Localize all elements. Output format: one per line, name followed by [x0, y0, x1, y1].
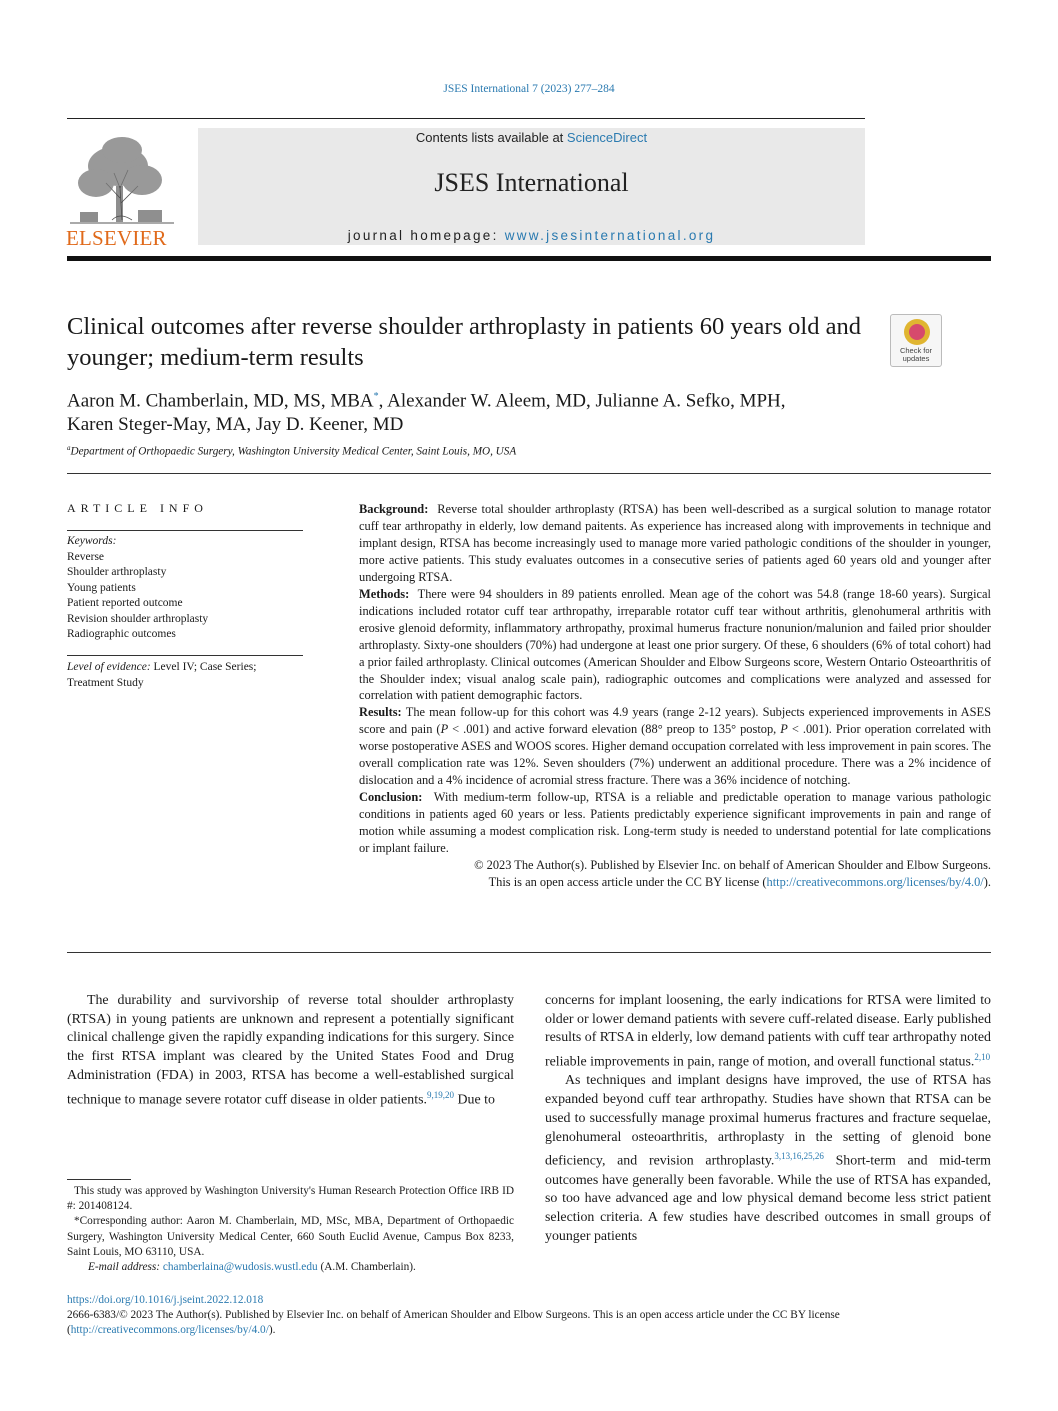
abstract-background	[359, 501, 991, 586]
background-text: Reverse total shoulder arthroplasty (RTSA) has been well-described as a surgical solution to manage rotator cuff tear arthropathy in elderly, low demand paitents. As experience has increased along with improvements in technique and implant design, RTSA has become increasingly used to manage more varied pathologic conditions of the shoulder in younger, more active patients. This study evaluates outcomes in a consecutive series of patients aged 60 years old and younger after undergoing RTSA.	[359, 502, 991, 584]
level-label: Level of evidence:	[67, 661, 151, 673]
author-line1-a: Aaron M. Chamberlain, MD, MS, MBA	[67, 390, 374, 412]
article-info-heading: ARTICLE INFO	[67, 501, 208, 515]
check-updates-icon	[904, 319, 930, 345]
keyword-item: Shoulder arthroplasty	[67, 566, 167, 578]
irb-footnote: This study was approved by Washington University's Human Research Protection Office IRB ID #: 201408124.	[67, 1185, 514, 1213]
affiliation-marker: a	[67, 444, 71, 452]
keywords-block	[67, 534, 303, 643]
body-text: The durability and survivorship of reverse total shoulder arthroplasty (RTSA) in young patients are unknown and represent a potentially significant clinical challenge given the rapidly expanding indications for this surgery. Since the first RTSA implant was cleared by the United States Food and Drug Administration (FDA) in 2003, RTSA has become a well-established surgical technique to manage severe rotator cuff disease in older patients.	[67, 993, 514, 1108]
body-paragraph	[545, 1072, 991, 1246]
keyword-item: Revision shoulder arthroplasty	[67, 612, 209, 625]
results-text-c: < .001). Prior operation correlated with worse postoperative ASES and WOOS scores. Higher demand occupation correlated with less improvement in pain scores. The overall complication rate was 12%. Seven shoulders (7%) underwent an additional procedure. There was a 2% incidence of dislocation and a 4% incidence of acromial stress fracture. There was a 36% incidence of notching.	[359, 722, 992, 788]
p-value-symbol: P	[780, 722, 788, 737]
journal-citation-link[interactable]: JSES International 7 (2023) 277–284	[443, 83, 615, 95]
conclusion-text: With medium-term follow-up, RTSA is a reliable and predictable operation to manage various pathologic conditions in patients aged 60 years or less. Patients predictably experience significant improvements in pain and range of motion while assuming a modest complication risk. Long-term study is needed to understand potential for late complications or implant failure.	[359, 790, 991, 856]
sciencedirect-link[interactable]: ScienceDirect	[566, 130, 648, 145]
body-text: Short-term and mid-term outcomes have generally been favorable. While the use of RTSA has expanded, so too have advanced age and low physical demand become less strict patient selection criteria. A few studies have described outcomes in small groups of younger patients	[545, 1153, 991, 1244]
abstract-divider	[67, 952, 991, 953]
abstract-copyright: © 2023 The Author(s). Published by Elsevier Inc. on behalf of American Shoulder and Elbow Surgeons.	[474, 858, 991, 873]
header-divider	[67, 118, 865, 119]
issn-suffix: ).	[268, 1324, 276, 1336]
p-value-symbol: P	[440, 722, 449, 737]
level-of-evidence	[67, 660, 303, 691]
affiliation	[67, 444, 967, 458]
results-text-a: The mean follow-up for this cohort was 4.9 years (range 2-12 years). Subjects experienced improvements in ASES score and pain (	[359, 705, 991, 737]
body-column-left	[67, 992, 514, 1110]
homepage-link[interactable]: www.jsesinternational.org	[504, 228, 716, 243]
journal-masthead	[198, 128, 865, 245]
body-paragraph	[545, 992, 991, 1072]
article-title: Clinical outcomes after reverse shoulder arthroplasty in patients 60 years old and younger; medium-term results	[67, 313, 861, 371]
issn-text: 2666-6383/© 2023 The Author(s). Published by Elsevier Inc. on behalf of American Shoulder and Elbow Surgeons. This is an open access article under the CC BY license (	[67, 1309, 840, 1336]
footnote-divider	[67, 1179, 131, 1180]
methods-text: There were 94 shoulders in 89 patients enrolled. Mean age of the cohort was 54.8 (range 18-60 years). Surgical indications included rotator cuff tear arthropathy, irreparable rotator cuff tear without arthritis, glenohumeral arthritis with erosive glenoid deformity, inflammatory arthropathy, proximal humerus fracture nonunion/malunion and failed prior shoulder arthroplasty. Sixty-one shoulders (70%) had undergone at least one prior surgery. Of these, 6 shoulders (6% of total cohort) had a prior failed arthroplasty. Clinical outcomes (American Shoulder and Elbow Surgeons score, Western Ontario Osteoarthritis of the Shoulder index; visual analog scale pain), radiographic outcomes and complications were analyzed and assessed for correlation with patient demographic factors.	[359, 586, 991, 703]
reference-link[interactable]: 3,13,16,25,26	[774, 1151, 824, 1162]
corresponding-footnote: *Corresponding author: Aaron M. Chamberlain, MD, MSc, MBA, Department of Orthopaedic Surgery, Washington University Medical Center, 660 South Euclid Avenue, Campus Box 8233, Saint Louis, MO 63110, USA.	[67, 1215, 514, 1258]
email-link[interactable]: chamberlaina@wudosis.wustl.edu	[162, 1261, 318, 1274]
author-line1-b: , Alexander W. Aleem, MD, Julianne A. Sefko, MPH,	[378, 390, 786, 412]
keyword-item: Radiographic outcomes	[67, 628, 176, 640]
keyword-item: Reverse	[67, 550, 105, 563]
reference-link[interactable]: 9,19,20	[427, 1089, 454, 1100]
check-updates-label: Check for updates	[899, 346, 933, 363]
corresponding-author-marker[interactable]: *	[373, 391, 379, 402]
header-thick-rule	[67, 256, 991, 261]
author-line2: Karen Steger-May, MA, Jay D. Keener, MD	[67, 414, 404, 436]
homepage-line	[198, 228, 865, 243]
abstract-conclusion	[359, 789, 991, 857]
keywords-label: Keywords:	[67, 535, 117, 547]
abstract-license	[359, 874, 991, 891]
methods-label: Methods:	[359, 586, 410, 601]
license-suffix: ).	[983, 874, 991, 889]
results-label: Results:	[359, 705, 402, 720]
email-footnote	[67, 1260, 514, 1275]
affiliation-text: Department of Orthopaedic Surgery, Washington University Medical Center, Saint Louis, MO, USA	[70, 445, 517, 458]
footnotes	[67, 1184, 514, 1275]
check-for-updates-button[interactable]	[890, 314, 942, 367]
body-text: concerns for implant loosening, the early indications for RTSA were limited to older or lower demand patients with severe cuff-related disease. Early published results of RTSA in elderly, low demand patients with cuff tear arthropathy noted reliable improvements in pain, range of motion, and overall functional status.	[545, 993, 992, 1070]
email-suffix: (A.M. Chamberlain).	[317, 1261, 416, 1274]
license-prefix: This is an open access article under the CC BY license (	[488, 874, 767, 889]
affiliation-divider	[67, 473, 991, 474]
body-text: As techniques and implant designs have improved, the use of RTSA has expanded beyond cuff tear arthropathy. Studies have shown that RTSA can be used to successfully manage proximal humerus fractures and fracture sequelae, glenohumeral osteoarthritis, arthroplasty in the setting of glenoid bone deficiency, and revision arthroplasty.	[545, 1073, 991, 1169]
elsevier-logo	[66, 128, 178, 248]
homepage-prefix: journal homepage:	[347, 228, 505, 243]
doi-link[interactable]: https://doi.org/10.1016/j.jseint.2022.12.018	[67, 1294, 264, 1306]
abstract-methods	[359, 586, 991, 705]
level-value: Level IV; Case Series; Treatment Study	[67, 661, 257, 689]
email-label: E-mail address:	[88, 1261, 161, 1274]
contents-prefix: Contents lists available at	[415, 130, 567, 145]
article-info-divider-bottom	[67, 655, 303, 656]
body-column-right	[545, 992, 991, 1246]
conclusion-label: Conclusion:	[359, 790, 423, 805]
keyword-item: Young patients	[67, 581, 136, 594]
elsevier-wordmark: ELSEVIER	[66, 226, 167, 250]
license-link[interactable]: http://creativecommons.org/licenses/by/4.0/	[766, 874, 984, 889]
issn-copyright	[67, 1308, 991, 1338]
journal-name: JSES International	[434, 168, 629, 197]
keyword-item: Patient reported outcome	[67, 597, 183, 609]
author-list	[67, 385, 927, 437]
body-text: Due to	[454, 1092, 495, 1108]
abstract-results	[359, 704, 991, 789]
issn-license-link[interactable]: http://creativecommons.org/licenses/by/4.0/	[70, 1324, 269, 1336]
body-paragraph	[67, 992, 514, 1110]
article-info-divider-top	[67, 530, 303, 531]
results-text-b: < .001) and active forward elevation (88° preop to 135° postop,	[448, 722, 781, 737]
contents-line	[198, 130, 865, 145]
background-label: Background:	[359, 502, 429, 516]
abstract	[359, 501, 991, 891]
reference-link[interactable]: 2,10	[974, 1052, 991, 1063]
